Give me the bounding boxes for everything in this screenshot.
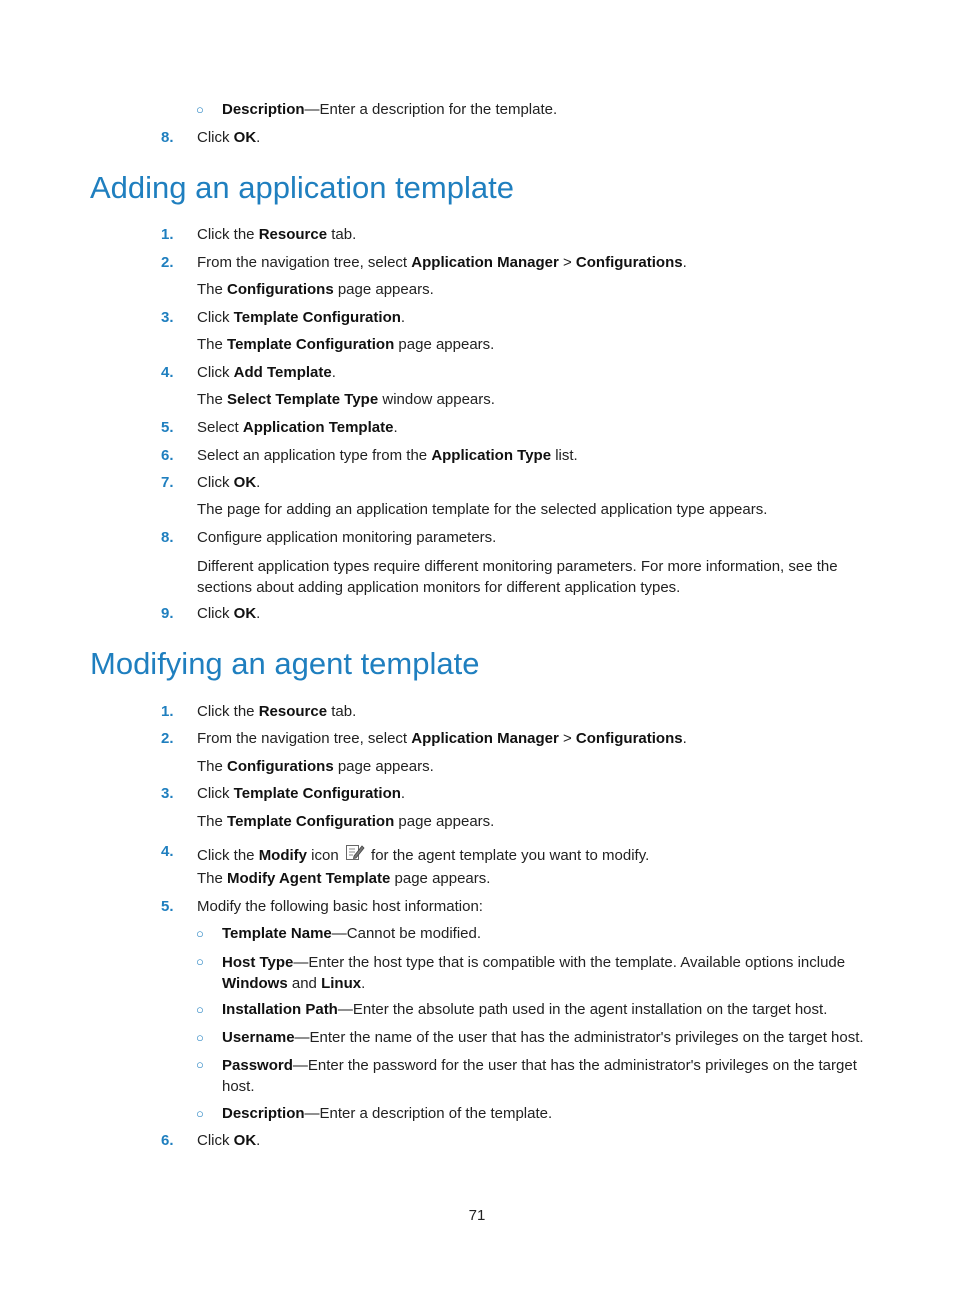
modify-icon bbox=[345, 842, 365, 868]
bullet-icon: ○ bbox=[196, 1057, 204, 1072]
bullet-icon: ○ bbox=[196, 1002, 204, 1017]
bullet-icon: ○ bbox=[196, 1030, 204, 1045]
bullet-icon: ○ bbox=[196, 1106, 204, 1121]
heading-adding-application-template: Adding an application template bbox=[90, 170, 514, 205]
bullet-icon: ○ bbox=[196, 102, 204, 117]
bullet-icon: ○ bbox=[196, 954, 204, 969]
heading-modifying-agent-template: Modifying an agent template bbox=[90, 646, 480, 681]
page-number: 71 bbox=[468, 1207, 486, 1224]
bullet-icon: ○ bbox=[196, 926, 204, 941]
